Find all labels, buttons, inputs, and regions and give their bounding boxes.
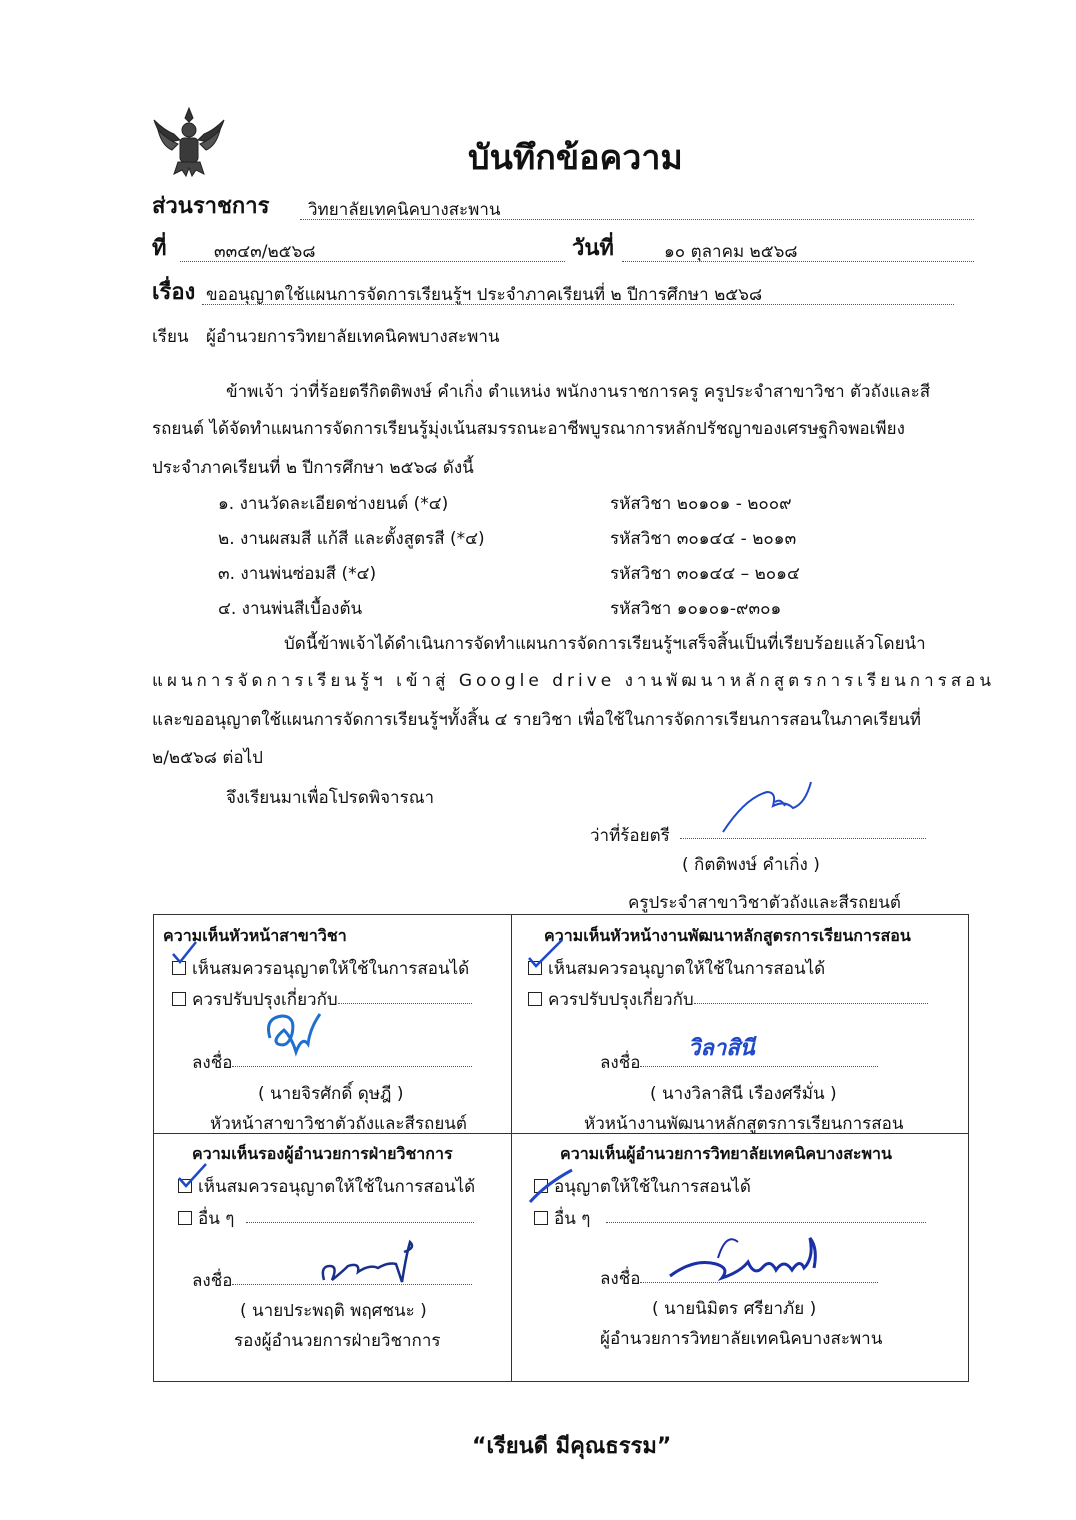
signer-name: ( กิตติพงษ์ คำเกิ่ง ) xyxy=(682,855,820,875)
course-code: รหัสวิชา ๓๐๑๔๔ – ๒๐๑๔ xyxy=(610,564,800,584)
sign-label: ลงชื่อ xyxy=(192,1053,233,1073)
course-code: รหัสวิชา ๓๐๑๔๔ - ๒๐๑๓ xyxy=(610,529,797,549)
body-paragraph-2-line-4: ๒/๒๕๖๘ ต่อไป xyxy=(152,748,263,768)
check-mark-icon xyxy=(176,1160,210,1192)
opinion-title: ความเห็นผู้อำนวยการวิทยาลัยเทคนิคบางสะพาน xyxy=(560,1144,892,1163)
body-paragraph-1-line-2: รถยนต์ ได้จัดทำแผนการจัดการเรียนรู้มุ่งเน้นสมรรถนะอาชีพบูรณาการหลักปรัชญาของเศรษฐกิจพอเพียง xyxy=(152,419,905,439)
check-mark-icon xyxy=(170,938,200,968)
date-label: วันที่ xyxy=(572,236,614,261)
opinion-option-revise: ควรปรับปรุงเกี่ยวกับ xyxy=(528,986,694,1013)
sign-label: ลงชื่อ xyxy=(192,1271,233,1291)
memo-title: บันทึกข้อความ xyxy=(468,138,683,178)
check-mark-icon xyxy=(526,938,566,970)
course-name: ๓. งานพ่นซ่อมสี (*๔) xyxy=(218,564,377,584)
director-signature xyxy=(664,1228,828,1288)
opinion-title: ความเห็นหัวหน้างานพัฒนาหลักสูตรการเรียนการสอน xyxy=(544,926,911,945)
garuda-emblem-icon xyxy=(150,100,228,180)
opinion-option-approve: อนุญาตให้ใช้ในการสอนได้ xyxy=(534,1173,751,1200)
signer-rank-label: ว่าที่ร้อยตรี xyxy=(590,826,670,846)
body-paragraph-1-line-1: ข้าพเจ้า ว่าที่ร้อยตรีกิตติพงษ์ คำเกิ่ง ตำแหน่ง พนักงานราชการครู ครูประจำสาขาวิชา ตัวถังและสี xyxy=(226,382,931,402)
motto: “เรียนดี มีคุณธรรม” xyxy=(472,1434,672,1459)
check-mark-icon xyxy=(526,1166,576,1206)
deputy-signature xyxy=(318,1236,422,1292)
head-dept-signature xyxy=(262,1008,332,1058)
opinion-option-revise: ควรปรับปรุงเกี่ยวกับ xyxy=(172,986,338,1013)
course-code: รหัสวิชา ๒๐๑๐๑ - ๒๐๐๙ xyxy=(610,494,792,514)
body-paragraph-2-line-2: แผนการจัดการเรียนรู้ฯ เข้าสู่ Google drive งานพัฒนาหลักสูตรการเรียนการสอน xyxy=(152,671,995,691)
date-value: ๑๐ ตุลาคม ๒๕๖๘ xyxy=(664,242,798,262)
agency-label: ส่วนราชการ xyxy=(152,194,270,219)
agency-value: วิทยาลัยเทคนิคบางสะพาน xyxy=(308,200,501,220)
signer-position: ครูประจำสาขาวิชาตัวถังและสีรถยนต์ xyxy=(628,893,901,913)
to-value: ผู้อำนวยการวิทยาลัยเทคนิคพบางสะพาน xyxy=(206,327,500,347)
opinion-option-other: อื่น ๆ xyxy=(178,1205,234,1232)
body-paragraph-2-line-1: บัดนี้ข้าพเจ้าได้ดำเนินการจัดทำแผนการจัดการเรียนรู้ฯเสร็จสิ้นเป็นที่เรียบร้อยแล้วโดยนำ xyxy=(284,634,926,654)
course-name: ๔. งานพ่นสีเบื้องต้น xyxy=(218,599,363,619)
subject-label: เรื่อง xyxy=(152,280,196,305)
sign-label: ลงชื่อ xyxy=(600,1269,641,1289)
subject-value: ขออนุญาตใช้แผนการจัดการเรียนรู้ฯ ประจำภาคเรียนที่ ๒ ปีการศึกษา ๒๕๖๘ xyxy=(206,285,763,305)
opinion-option-approve: เห็นสมควรอนุญาตให้ใช้ในการสอนได้ xyxy=(178,1173,475,1200)
course-code: รหัสวิชา ๑๐๑๐๑-๙๓๐๑ xyxy=(610,599,782,619)
body-paragraph-1-line-3: ประจำภาคเรียนที่ ๒ ปีการศึกษา ๒๕๖๘ ดังนี้ xyxy=(152,458,474,478)
opinion-name: ( นายนิมิตร ศรียาภัย ) xyxy=(652,1299,817,1319)
opinion-option-other: อื่น ๆ xyxy=(534,1205,590,1232)
opinion-position: รองผู้อำนวยการฝ่ายวิชาการ xyxy=(234,1331,441,1351)
course-name: ๑. งานวัดละเอียดช่างยนต์ (*๔) xyxy=(218,494,449,514)
signer-signature xyxy=(715,778,825,838)
opinion-name: ( นายจิรศักดิ์ ดุษฎี ) xyxy=(258,1084,404,1104)
closing-text: จึงเรียนมาเพื่อโปรดพิจารณา xyxy=(226,788,435,808)
opinion-name: ( นายประพฤติ พฤศชนะ ) xyxy=(240,1301,427,1321)
opinion-title: ความเห็นรองผู้อำนวยการฝ่ายวิชาการ xyxy=(192,1144,453,1163)
opinion-position: หัวหน้างานพัฒนาหลักสูตรการเรียนการสอน xyxy=(584,1114,904,1134)
curriculum-signature: วิลาสินี xyxy=(688,1036,755,1061)
opinion-position: หัวหน้าสาขาวิชาตัวถังและสีรถยนต์ xyxy=(210,1114,467,1134)
doc-no-label: ที่ xyxy=(152,236,167,261)
opinion-position: ผู้อำนวยการวิทยาลัยเทคนิคบางสะพาน xyxy=(600,1329,883,1349)
body-paragraph-2-line-3: และขออนุญาตใช้แผนการจัดการเรียนรู้ฯทั้งสิ้น ๔ รายวิชา เพื่อใช้ในการจัดการเรียนการสอนในภาคเรียนที่ xyxy=(152,710,922,730)
doc-no-value: ๓๓๔๓/๒๕๖๘ xyxy=(214,242,316,262)
opinion-title: ความเห็นหัวหน้าสาขาวิชา xyxy=(163,926,347,945)
sign-label: ลงชื่อ xyxy=(600,1053,641,1073)
opinion-name: ( นางวิลาสินี เรืองศรีมั่น ) xyxy=(650,1084,837,1104)
to-label: เรียน xyxy=(152,327,189,347)
course-name: ๒. งานผสมสี แก้สี และตั้งสูตรสี (*๔) xyxy=(218,529,485,549)
opinion-option-approve: เห็นสมควรอนุญาตให้ใช้ในการสอนได้ xyxy=(528,955,825,982)
opinion-option-approve: เห็นสมควรอนุญาตให้ใช้ในการสอนได้ xyxy=(172,955,469,982)
